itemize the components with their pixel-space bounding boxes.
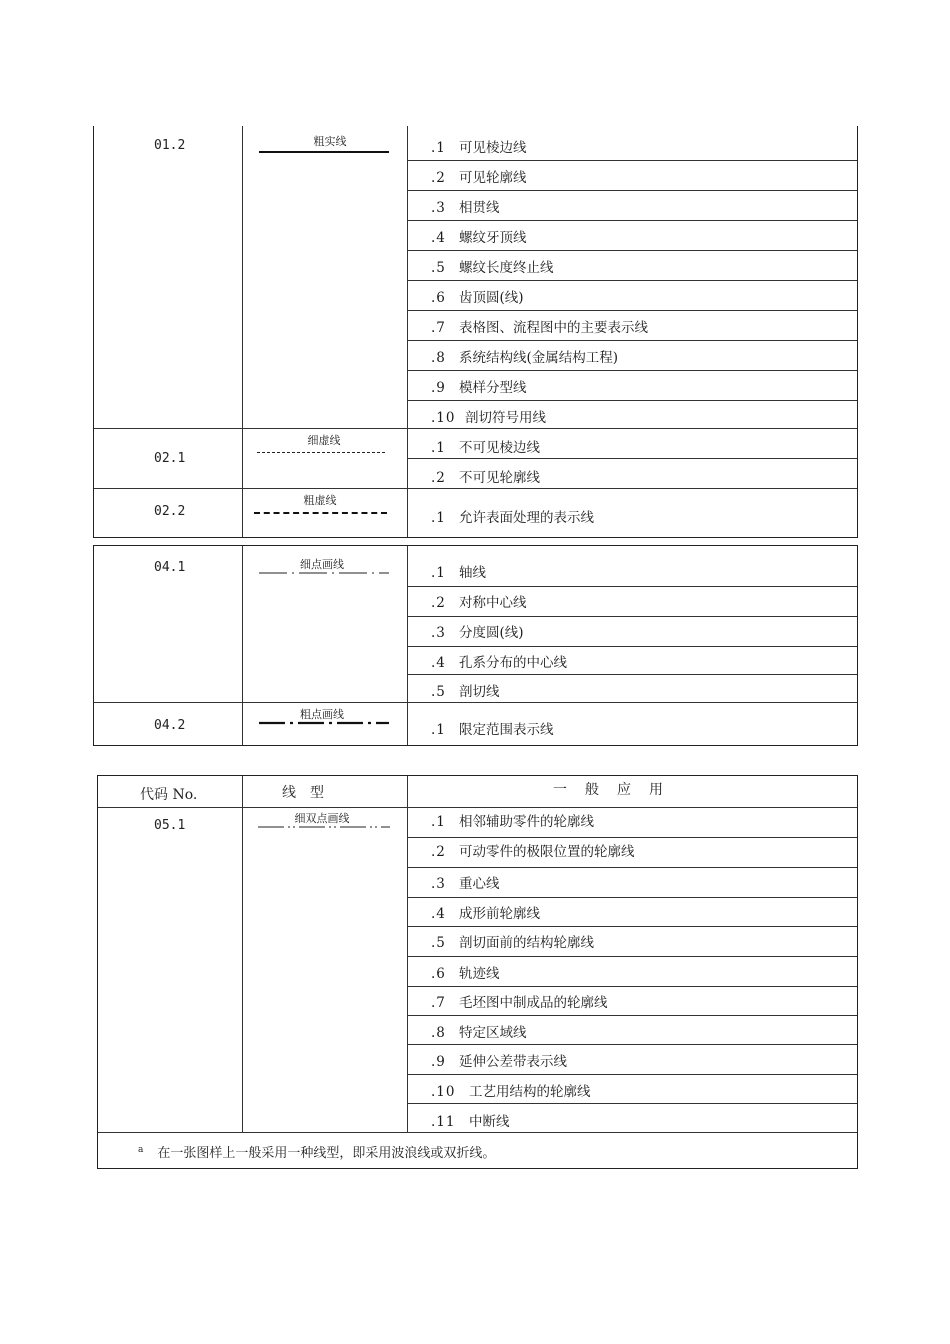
- usage-item: .5 剖切面前的结构轮廓线: [431, 935, 594, 951]
- usage-item: .1 限定范围表示线: [431, 722, 554, 738]
- row-divider: [407, 926, 857, 927]
- row-divider: [407, 340, 857, 341]
- row-divider: [407, 1103, 857, 1104]
- usage-item: .10 剖切符号用线: [431, 410, 546, 426]
- row-divider: [407, 897, 857, 898]
- usage-item: .10 工艺用结构的轮廓线: [431, 1084, 591, 1100]
- usage-item: .6 轨迹线: [431, 966, 500, 982]
- footnote-mark: a: [138, 1144, 144, 1155]
- row-divider: [407, 586, 857, 587]
- row-divider: [407, 837, 857, 838]
- row-divider: [407, 1015, 857, 1016]
- footnote-text: 在一张图样上一般采用一种线型，即采用波浪线或双折线。: [157, 1146, 496, 1161]
- usage-item: .8 系统结构线(金属结构工程): [431, 350, 619, 366]
- line-code: 04.1: [154, 560, 186, 575]
- column-divider: [407, 126, 408, 537]
- usage-item: .7 毛坯图中制成品的轮廓线: [431, 995, 608, 1011]
- thick-dash-dot-line-sample: [259, 720, 389, 726]
- table-section-3: [97, 775, 858, 1169]
- row-divider: [407, 674, 857, 675]
- usage-item: .1 允许表面处理的表示线: [431, 510, 594, 526]
- usage-item: .7 表格图、流程图中的主要表示线: [431, 320, 648, 336]
- usage-item: .1 可见棱边线: [431, 140, 527, 156]
- column-header-type: 线 型: [282, 785, 324, 801]
- usage-item: .1 轴线: [431, 565, 486, 581]
- row-divider: [407, 310, 857, 311]
- line-code: 01.2: [154, 138, 186, 153]
- column-header-usage: 一 般 应 用: [553, 782, 665, 798]
- column-divider: [242, 546, 243, 745]
- row-divider: [407, 616, 857, 617]
- usage-item: .5 螺纹长度终止线: [431, 260, 554, 276]
- usage-item: .8 特定区域线: [431, 1025, 527, 1041]
- usage-item: .3 分度圆(线): [431, 625, 524, 641]
- thick-solid-line-sample: [259, 151, 389, 153]
- line-code: 02.1: [154, 451, 186, 466]
- usage-item: .4 孔系分布的中心线: [431, 655, 567, 671]
- row-divider: [407, 160, 857, 161]
- row-divider: [407, 280, 857, 281]
- row-divider: [407, 646, 857, 647]
- footnote-divider: [98, 1132, 857, 1133]
- usage-item: .3 相贯线: [431, 200, 500, 216]
- usage-item: .9 延伸公差带表示线: [431, 1054, 567, 1070]
- line-type-name: 细点画线: [300, 558, 344, 571]
- usage-item: .5 剖切线: [431, 684, 500, 700]
- column-divider: [242, 776, 243, 1132]
- usage-item: .2 对称中心线: [431, 595, 527, 611]
- row-divider: [407, 1074, 857, 1075]
- usage-item: .2 可动零件的极限位置的轮廓线: [431, 844, 635, 860]
- table-section-2: [93, 545, 858, 746]
- usage-item: .4 螺纹牙顶线: [431, 230, 527, 246]
- row-divider: [407, 220, 857, 221]
- line-code: 02.2: [154, 504, 186, 519]
- thick-dashed-line-sample: [254, 512, 387, 514]
- group-divider: [94, 488, 857, 489]
- group-divider: [94, 428, 857, 429]
- table-section-1: [93, 126, 858, 538]
- line-type-name: 粗点画线: [300, 708, 344, 721]
- usage-item: .6 齿顶圆(线): [431, 290, 524, 306]
- row-divider: [407, 986, 857, 987]
- line-type-name: 粗实线: [313, 135, 347, 148]
- row-divider: [407, 190, 857, 191]
- line-type-name: 细双点画线: [294, 812, 350, 825]
- row-divider: [407, 400, 857, 401]
- column-divider: [407, 776, 408, 1132]
- usage-item: .4 成形前轮廓线: [431, 906, 540, 922]
- group-divider: [94, 702, 857, 703]
- thin-dashed-line-sample: [257, 452, 385, 453]
- row-divider: [407, 956, 857, 957]
- usage-item: .3 重心线: [431, 876, 500, 892]
- row-divider: [407, 1044, 857, 1045]
- footnote: [138, 1142, 495, 1161]
- thin-double-dash-dot-line-sample: [258, 824, 390, 830]
- usage-item: .2 可见轮廓线: [431, 170, 527, 186]
- line-code: 04.2: [154, 718, 186, 733]
- usage-item: .9 模样分型线: [431, 380, 527, 396]
- thin-dash-dot-line-sample: [259, 570, 389, 576]
- row-divider: [407, 250, 857, 251]
- column-divider: [242, 126, 243, 537]
- line-type-name: 细虚线: [307, 434, 341, 447]
- usage-item: .1 相邻辅助零件的轮廓线: [431, 814, 594, 830]
- row-divider: [407, 867, 857, 868]
- line-code: 05.1: [154, 818, 186, 833]
- header-divider: [98, 807, 857, 808]
- column-header-code: 代码 No.: [140, 787, 198, 803]
- row-divider: [407, 370, 857, 371]
- usage-item: .1 不可见棱边线: [431, 440, 540, 456]
- usage-item: .11 中断线: [431, 1114, 510, 1130]
- line-type-name: 粗虚线: [303, 494, 337, 507]
- usage-item: .2 不可见轮廓线: [431, 470, 540, 486]
- row-divider: [407, 458, 857, 459]
